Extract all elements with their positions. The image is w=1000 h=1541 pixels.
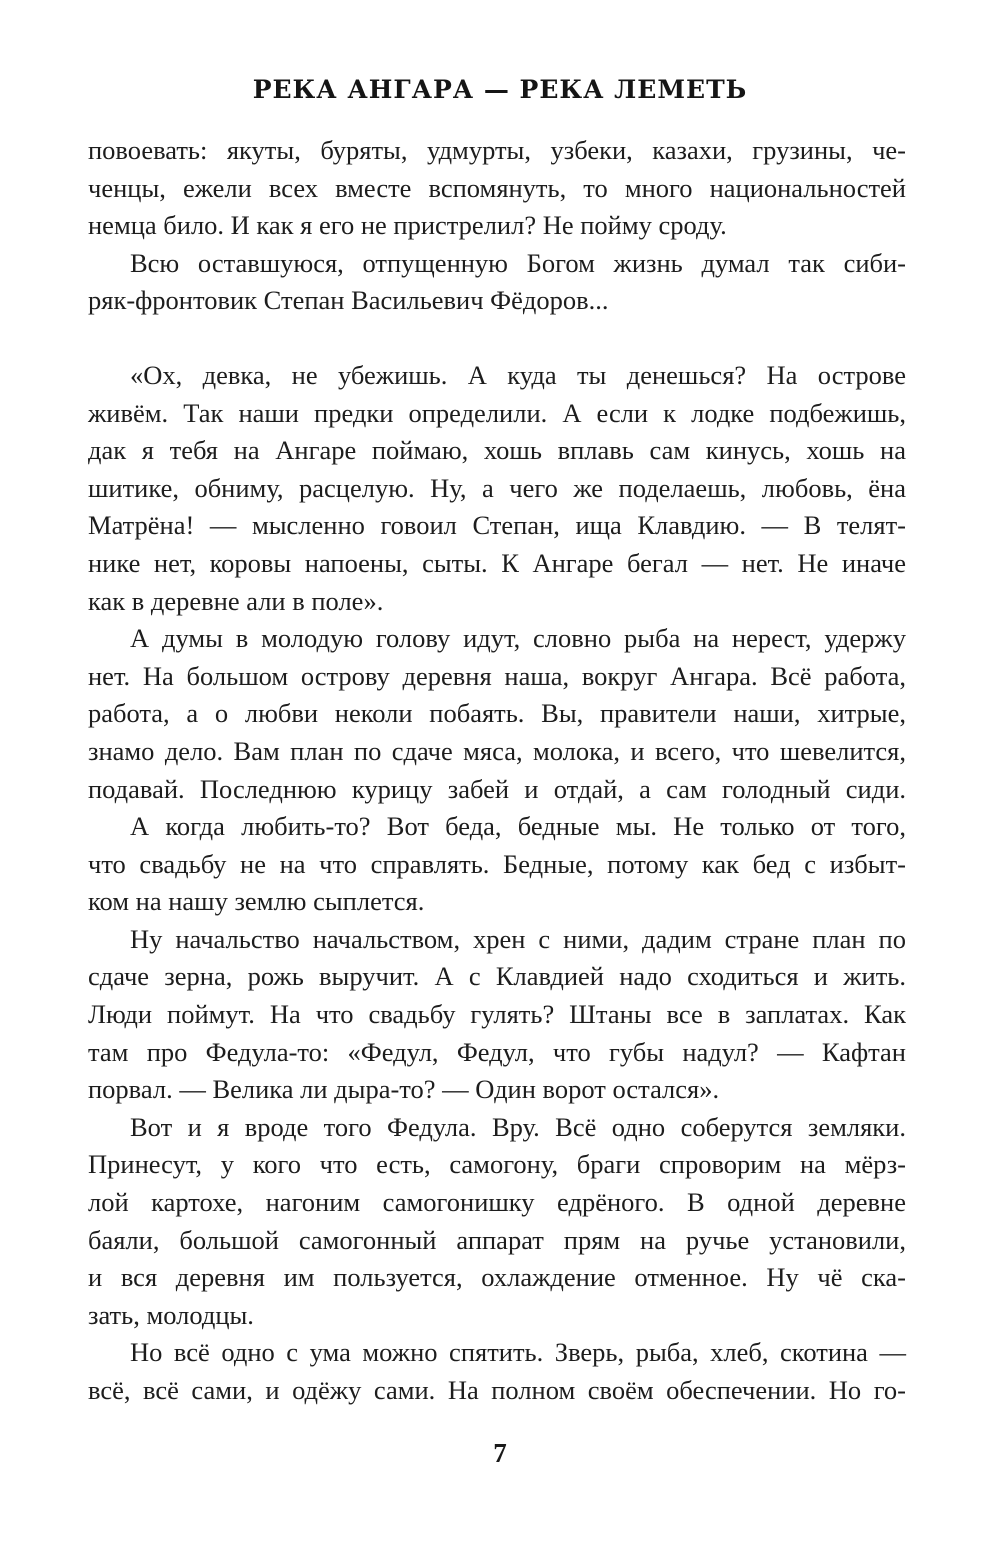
text-line: нике нет, коровы напоены, сыты. К Ангаре бегал — нет. Не иначе bbox=[88, 547, 906, 578]
text-line: всё, всё сами, и одёжу сами. На полном своём обеспечении. Но го- bbox=[88, 1375, 906, 1405]
text-line: Вот и я вроде того Федула. Вру. Всё одно соберутся земляки. bbox=[130, 1111, 906, 1142]
text-line: Всю оставшуюся, отпущенную Богом жизнь думал так сиби- bbox=[130, 247, 906, 278]
text-line: порвал. — Велика ли дыра-то? — Один ворот остался». bbox=[88, 1074, 720, 1105]
text-line: А когда любить-то? Вот беда, бедные мы. Не только от того, bbox=[130, 811, 906, 842]
text-line: ком на нашу землю сыплется. bbox=[88, 886, 425, 917]
text-line: что свадьбу не на что справлять. Бедные, потому как бед с избыт- bbox=[88, 848, 906, 879]
text-line: как в деревне али в поле». bbox=[88, 585, 384, 616]
text-line: зать, молодцы. bbox=[88, 1299, 254, 1330]
text-line: нет. На большом острову деревня наша, вокруг Ангара. Всё работа, bbox=[88, 660, 906, 691]
text-line: А думы в молодую голову идут, словно рыба на нерест, удержу bbox=[130, 623, 906, 654]
running-title: РЕКА АНГАРА — РЕКА ЛЕМЕТЬ bbox=[252, 75, 748, 104]
text-line: ряк-фронтовик Степан Васильевич Фёдоров... bbox=[88, 285, 609, 316]
page-number: 7 bbox=[493, 1438, 507, 1468]
body-text bbox=[88, 132, 906, 1410]
text-line: и вся деревня им пользуется, охлаждение отменное. Ну чё ска- bbox=[88, 1262, 906, 1293]
text-line: лой картохе, нагоним самогонишку едрёного. В одной деревне bbox=[88, 1187, 906, 1218]
text-line: повоевать: якуты, буряты, удмурты, узбеки, казахи, грузины, че- bbox=[88, 135, 906, 165]
text-line: знамо дело. Вам план по сдаче мяса, молока, и всего, что шевелится, bbox=[88, 735, 906, 766]
text-line: там про Федула-то: «Федул, Федул, что губы надул? — Кафтан bbox=[88, 1036, 906, 1067]
text-line: ченцы, ежели всех вместе вспомянуть, то много национальностей bbox=[88, 172, 906, 203]
text-line: сдаче зерна, рожь выручит. А с Клавдией надо сходиться и жить. bbox=[88, 961, 906, 992]
section-gap bbox=[88, 320, 906, 357]
text-line: подавай. Последнюю курицу забей и отдай, а сам голодный сиди. bbox=[88, 773, 906, 804]
text-line: работа, а о любви неколи побаять. Вы, правители наши, хитрые, bbox=[88, 698, 906, 729]
text-line: шитике, обниму, расцелую. Ну, а чего же поделаешь, любовь, ёна bbox=[88, 472, 906, 503]
text-line: Люди поймут. На что свадьбу гулять? Штаны все в заплатах. Как bbox=[88, 999, 906, 1030]
text-line: «Ох, девка, не убежишь. А куда ты денешься? На острове bbox=[130, 359, 906, 390]
text-line: Матрёна! — мысленно говоил Степан, ища Клавдию. — В телят- bbox=[88, 510, 906, 541]
text-line: баяли, большой самогонный аппарат прям на ручье установили, bbox=[88, 1224, 906, 1255]
text-line: Ну начальство начальством, хрен с ними, дадим стране план по bbox=[130, 923, 906, 954]
text-line: Но всё одно с ума можно спятить. Зверь, рыба, хлеб, скотина — bbox=[130, 1337, 906, 1368]
text-line: Принесут, у кого что есть, самогону, браги спроворим на мёрз- bbox=[88, 1149, 906, 1180]
text-line: живём. Так наши предки определили. А если к лодке подбежишь, bbox=[88, 397, 906, 428]
text-line: немца било. И как я его не пристрелил? Не пойму сроду. bbox=[88, 210, 727, 241]
text-line: дак я тебя на Ангаре поймаю, хошь вплавь сам кинусь, хошь на bbox=[88, 435, 906, 466]
